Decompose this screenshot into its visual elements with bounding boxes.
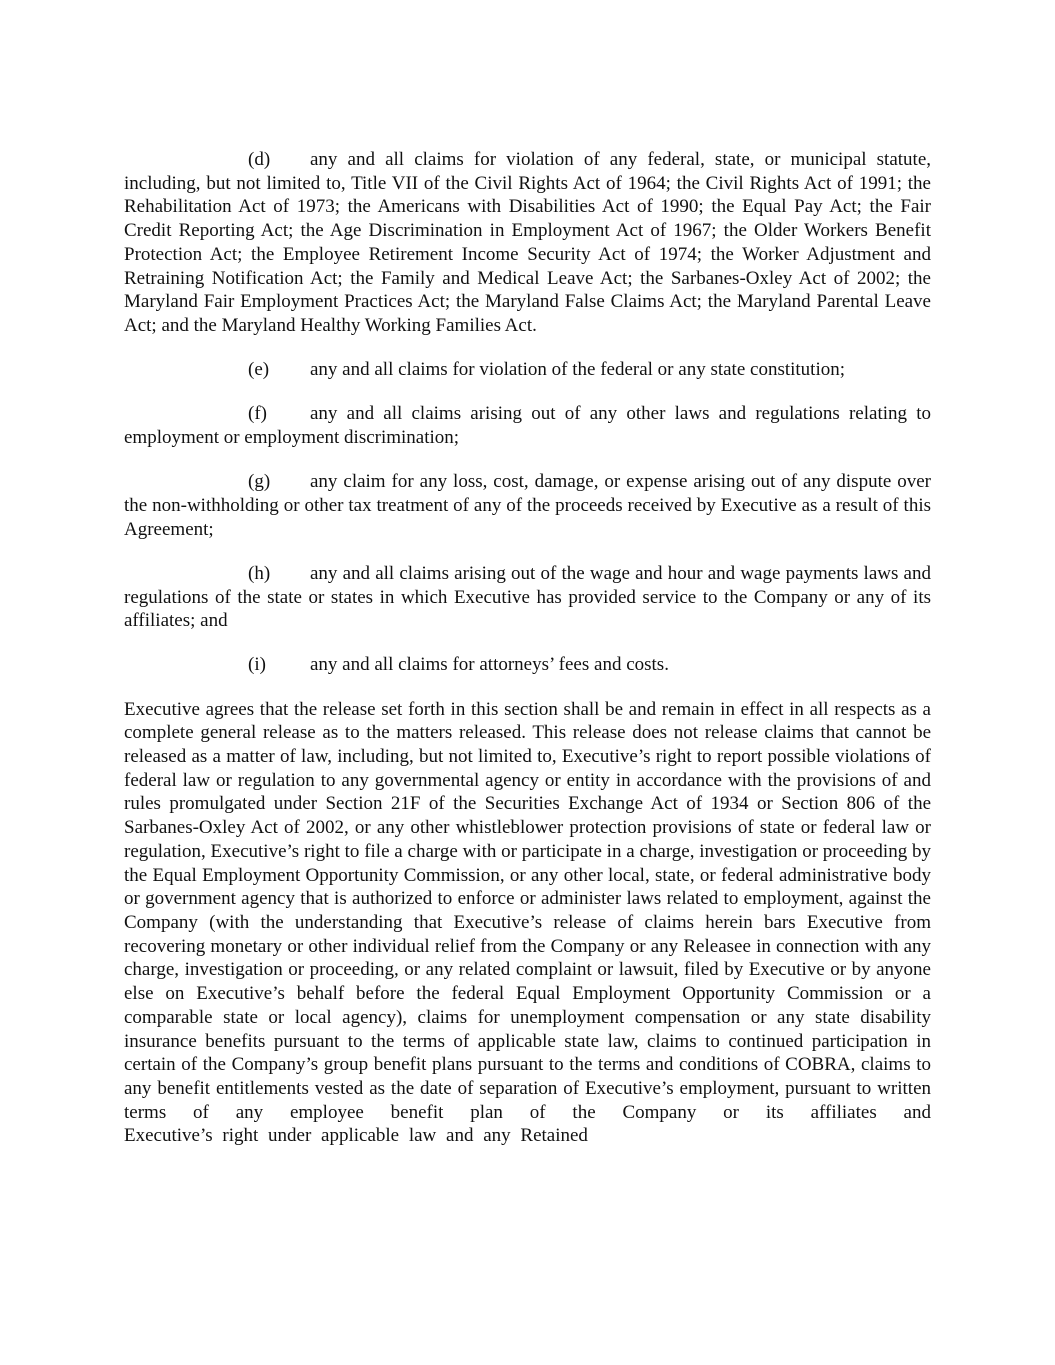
release-item-g xyxy=(124,470,931,541)
item-text: any claim for any loss, cost, damage, or expense arising out of any dispute over the non-withholding or other tax treatment of any of the proceeds received by Executive as a result of this Agreement; xyxy=(124,471,931,540)
item-text: any and all claims for violation of the federal or any state constitution; xyxy=(310,359,846,381)
item-label: (d) xyxy=(248,149,271,170)
item-label: (h) xyxy=(248,562,271,584)
closing-paragraph-last-line: Executive’s right under applicable law and any Retained xyxy=(124,1125,588,1147)
item-text: any and all claims arising out of any other laws and regulations relating to employment or employment discrimination; xyxy=(124,403,931,449)
closing-paragraph: Executive agrees that the release set forth in this section shall be and remain in effect in all respects as a complete general release as to the matters released. This release does not release claims that cannot be released as a matter of law, including, but not limited to, Executive’s right to report possible violations of federal law or regulation to any governmental agency or entity in accordance with the provisions of and rules promulgated under Section 21F of the Securities Exchange Act of 1934 or Section 806 of the Sarbanes-Oxley Act of 2002, or any other whistleblower protection provisions of state or federal law or regulation, Executive’s right to file a charge with or participate in a charge, investigation or proceeding by the Equal Employment Opportunity Commission, or any other local, state, or federal administrative body or government agency that is authorized to enforce or administer laws related to employment, against the Company (with the understanding that Executive’s release of claims herein bars Executive from recovering monetary or other individual relief from the Company or any Releasee in connection with any charge, investigation or proceeding, or any related complaint or lawsuit, filed by Executive or by anyone else on Executive’s behalf before the federal Equal Employment Opportunity Commission or a comparable state or local agency), claims for unemployment compensation or any state disability insurance benefits pursuant to the terms of applicable state law, claims to continued participation in certain of the Company’s group benefit plans pursuant to the terms and conditions of COBRA, claims to any benefit entitlements vested as the date of separation of Executive’s employment, pursuant to written terms of any employee benefit plan of the Company or its affiliates and xyxy=(124,698,931,1123)
item-label: (f) xyxy=(248,403,267,425)
release-item-i xyxy=(124,653,931,677)
document-page xyxy=(124,148,931,1148)
release-item-e xyxy=(124,358,931,382)
item-label: (i) xyxy=(248,654,266,676)
item-text: any and all claims for attorneys’ fees and costs. xyxy=(310,654,669,676)
release-item-f xyxy=(124,402,931,449)
item-label: (e) xyxy=(248,359,270,381)
release-item-h xyxy=(124,562,931,633)
item-label: (g) xyxy=(248,471,271,493)
release-item-d xyxy=(124,148,931,338)
item-text: any and all claims for violation of any federal, state, or municipal statute, including, but not limited to, Title VII of the Civil Rights Act of 1964; the Civil Rights Act of 1991; the Rehabilitation Act of 1973; the Americans with Disabilities Act of 1990; the Equal Pay Act; the Fair Credit Reporting Act; the Age Discrimination in Employment Act of 1967; the Older Workers Benefit Protection Act; the Employee Retirement Income Security Act of 1974; the Worker Adjustment and Retraining Notification Act; the Family and Medical Leave Act; the Sarbanes-Oxley Act of 2002; the Maryland Fair Employment Practices Act; the Maryland False Claims Act; the Maryland Parental Leave Act; and the Maryland Healthy Working Families Act. xyxy=(124,149,931,336)
item-text: any and all claims arising out of the wage and hour and wage payments laws and regulations of the state or states in which Executive has provided service to the Company or any of its affiliates; and xyxy=(124,562,931,632)
